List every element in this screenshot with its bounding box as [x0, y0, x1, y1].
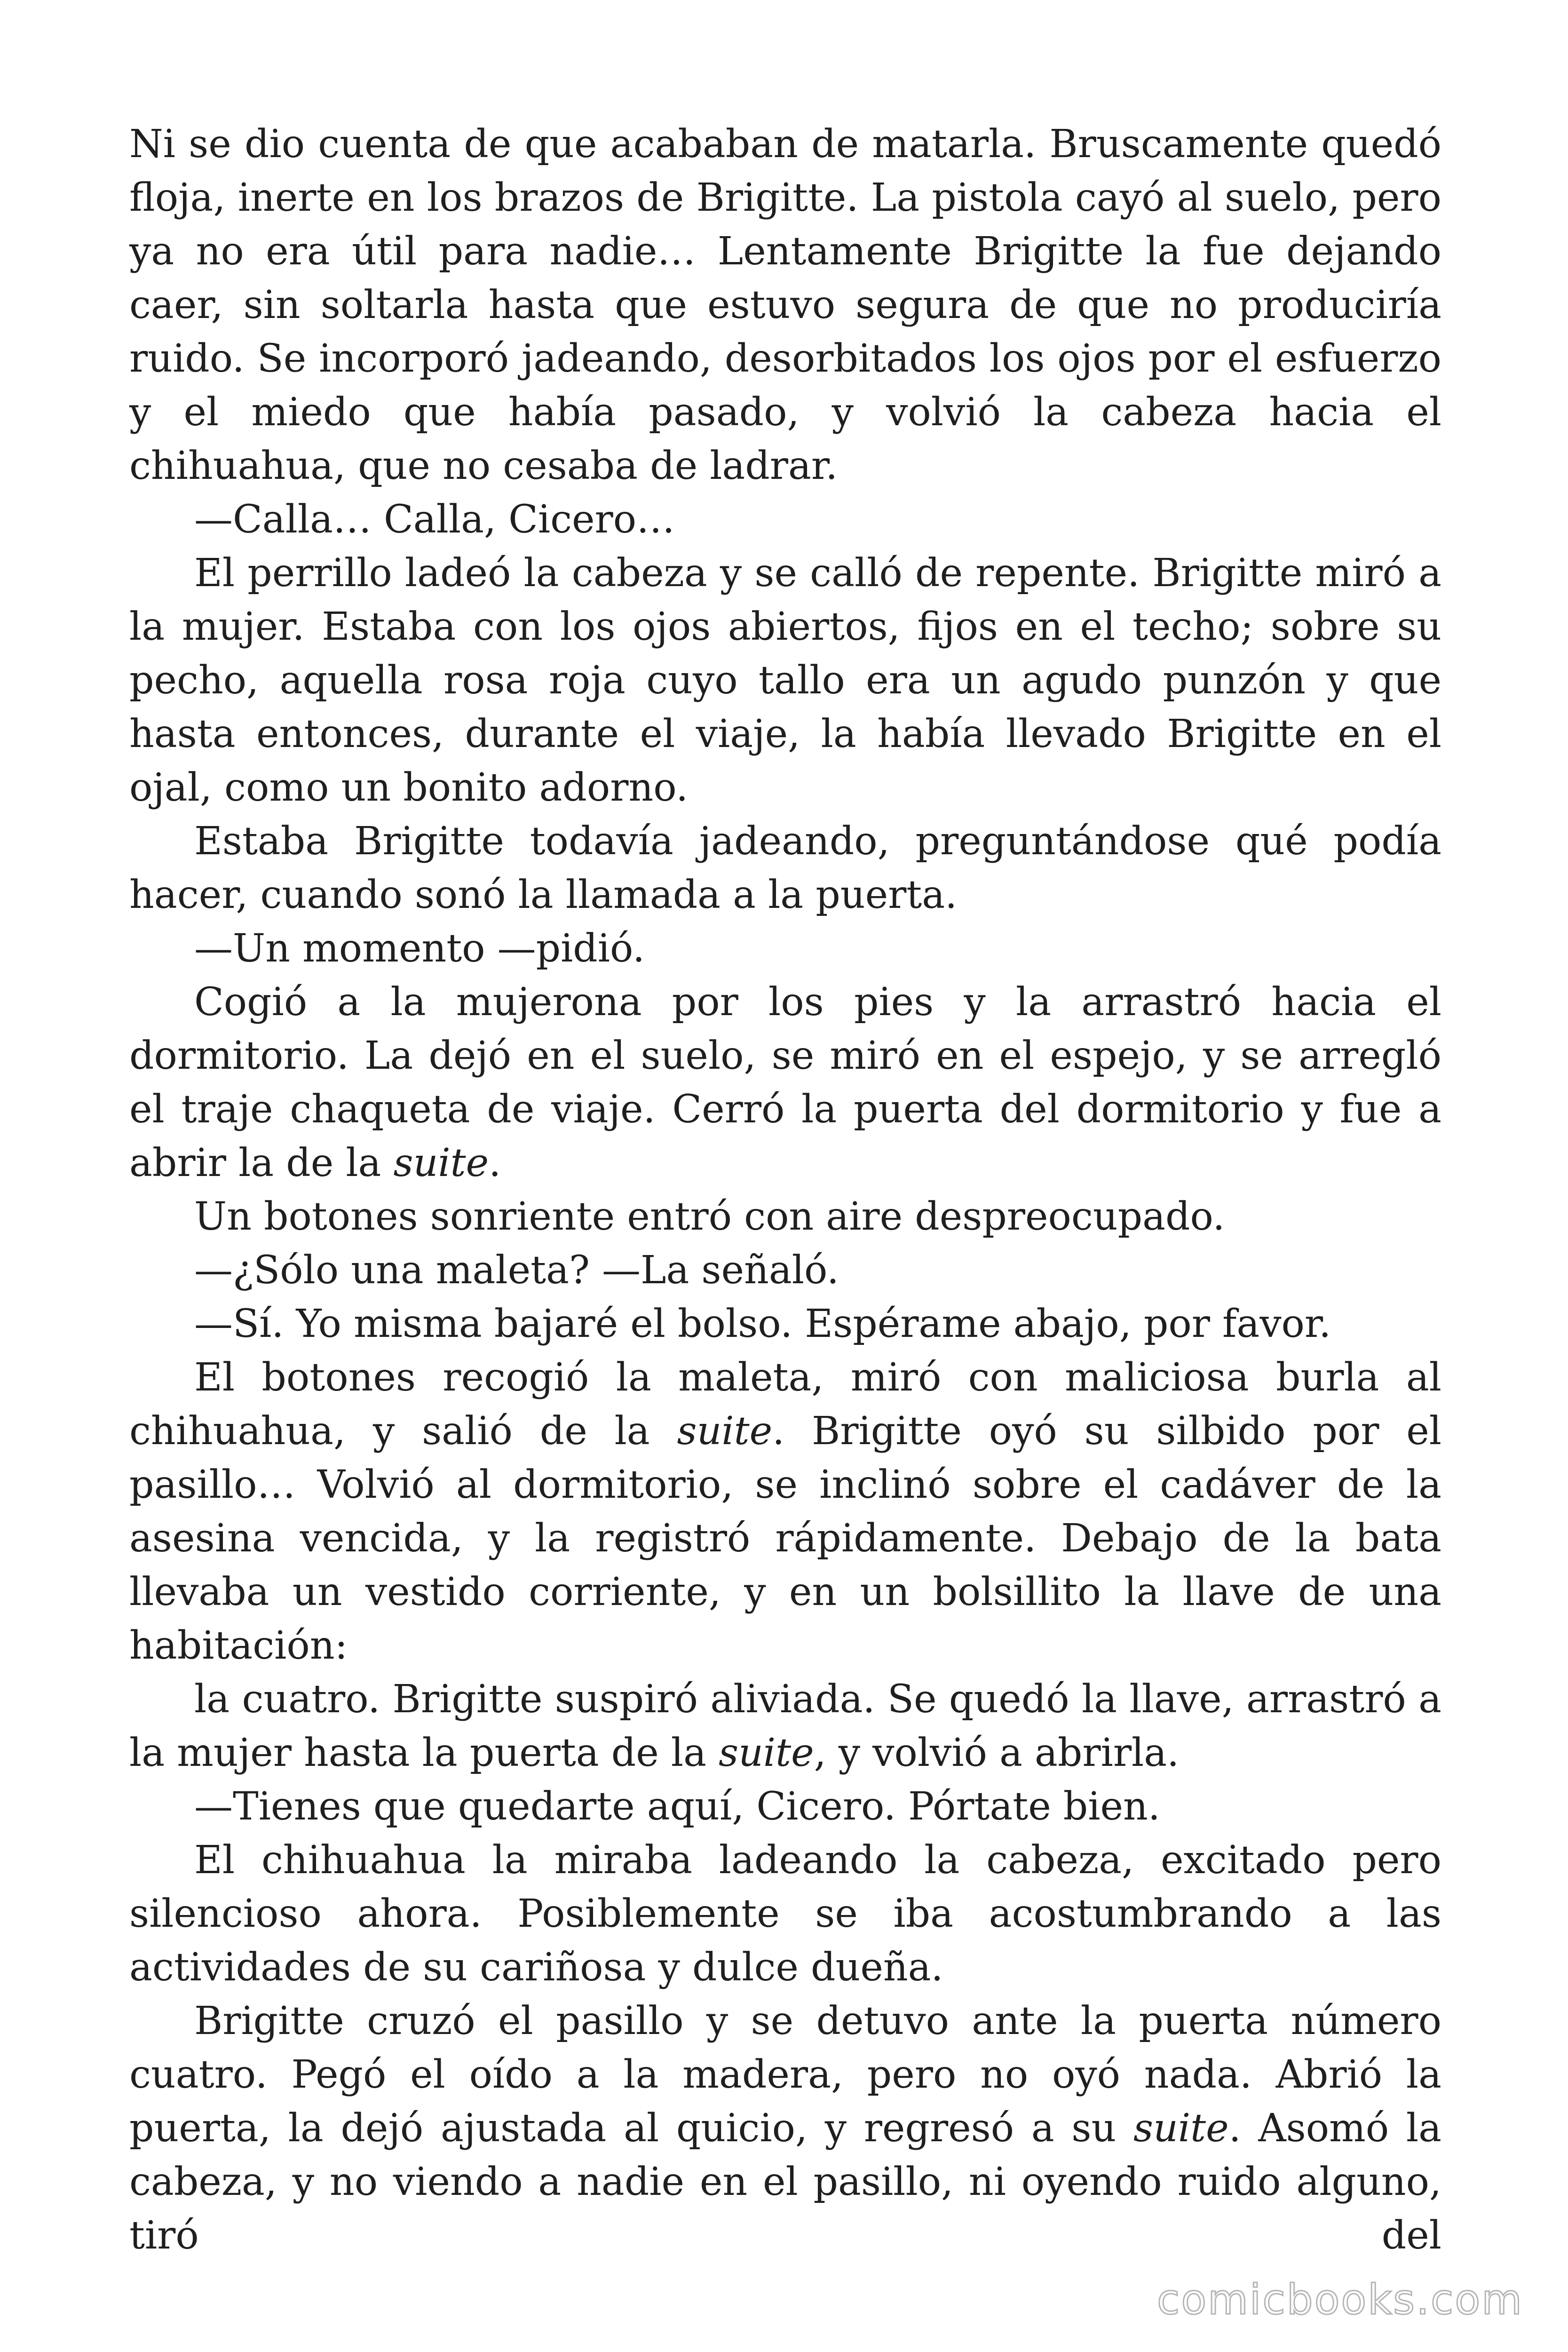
- text-segment: —¿Sólo una maleta? —La señaló.: [194, 1248, 839, 1293]
- paragraph: [129, 1190, 1441, 1244]
- text-segment: la cuatro. Brigitte suspiró aliviada. Se quedó la llave, arrastró a la mujer hasta la puerta de la: [129, 1677, 1441, 1775]
- text-segment: El botones recogió la maleta, miró con maliciosa burla al chihuahua, y salió de la: [129, 1355, 1441, 1454]
- italic-text: suite: [677, 1409, 773, 1454]
- paragraph: [129, 493, 1441, 547]
- paragraph: [129, 815, 1441, 922]
- text-segment: Brigitte cruzó el pasillo y se detuvo ante la puerta número cuatro. Pegó el oído a la madera, pero no oyó nada. Abrió la puerta, la dejó ajustada al quicio, y regresó a su: [129, 1999, 1441, 2151]
- paragraph: [129, 547, 1441, 815]
- paragraph: [129, 1244, 1441, 1297]
- book-page-body: [129, 118, 1441, 2263]
- watermark: comicbooks.com: [1156, 2275, 1523, 2324]
- paragraph: [129, 1780, 1441, 1834]
- italic-text: suite: [1133, 2106, 1229, 2151]
- italic-text: suite: [393, 1141, 489, 1185]
- paragraph: [129, 1351, 1441, 1673]
- text-segment: —Sí. Yo misma bajaré el bolso. Espérame abajo, por favor.: [194, 1302, 1331, 1346]
- text-segment: El chihuahua la miraba ladeando la cabeza, excitado pero silencioso ahora. Posiblemente se iba acostumbrando a las actividades de su cariñosa y dulce dueña.: [129, 1838, 1441, 1990]
- text-segment: Cogió a la mujerona por los pies y la arrastró hacia el dormitorio. La dejó en el suelo, se miró en el espejo, y se arregló el traje chaqueta de viaje. Cerró la puerta del dormitorio y fue a abrir la de la: [129, 980, 1441, 1185]
- text-segment: Estaba Brigitte todavía jadeando, preguntándose qué podía hacer, cuando sonó la llamada a la puerta.: [129, 819, 1441, 917]
- paragraph: [129, 1994, 1441, 2263]
- text-segment: Un botones sonriente entró con aire despreocupado.: [194, 1194, 1225, 1239]
- text-segment: —Calla… Calla, Cicero…: [194, 497, 675, 542]
- text-segment: .: [489, 1141, 501, 1185]
- text-segment: —Tienes que quedarte aquí, Cicero. Pórtate bien.: [194, 1784, 1160, 1829]
- text-segment: . Brigitte oyó su silbido por el pasillo… Volvió al dormitorio, se inclinó sobre el cadáver de la asesina vencida, y la registró rápidamente. Debajo de la bata llevaba un vestido corriente, y en un bolsillito la llave de una habitación:: [129, 1409, 1441, 1668]
- paragraph: [129, 1673, 1441, 1780]
- paragraph: [129, 922, 1441, 976]
- paragraph: [129, 1834, 1441, 1994]
- text-segment: El perrillo ladeó la cabeza y se calló de repente. Brigitte miró a la mujer. Estaba con los ojos abiertos, fijos en el techo; sobre su pecho, aquella rosa roja cuyo tallo era un agudo punzón y que hasta entonces, durante el viaje, la había llevado Brigitte en el ojal, como un bonito adorno.: [129, 551, 1441, 810]
- text-segment: Ni se dio cuenta de que acababan de matarla. Bruscamente quedó floja, inerte en los brazos de Brigitte. La pistola cayó al suelo, pero ya no era útil para nadie… Lentamente Brigitte la fue dejando caer, sin soltarla hasta que estuvo segura de que no produciría ruido. Se incorporó jadeando, desorbitados los ojos por el esfuerzo y el miedo que había pasado, y volvió la cabeza hacia el chihuahua, que no cesaba de ladrar.: [129, 122, 1441, 488]
- paragraph: [129, 976, 1441, 1190]
- text-segment: . Asomó la cabeza, y no viendo a nadie en el pasillo, ni oyendo ruido alguno, tiró del: [129, 2106, 1441, 2258]
- text-segment: —Un momento —pidió.: [194, 926, 645, 971]
- paragraph: [129, 118, 1441, 493]
- paragraph: [129, 1297, 1441, 1351]
- italic-text: suite: [719, 1731, 814, 1775]
- text-segment: , y volvió a abrirla.: [814, 1731, 1180, 1775]
